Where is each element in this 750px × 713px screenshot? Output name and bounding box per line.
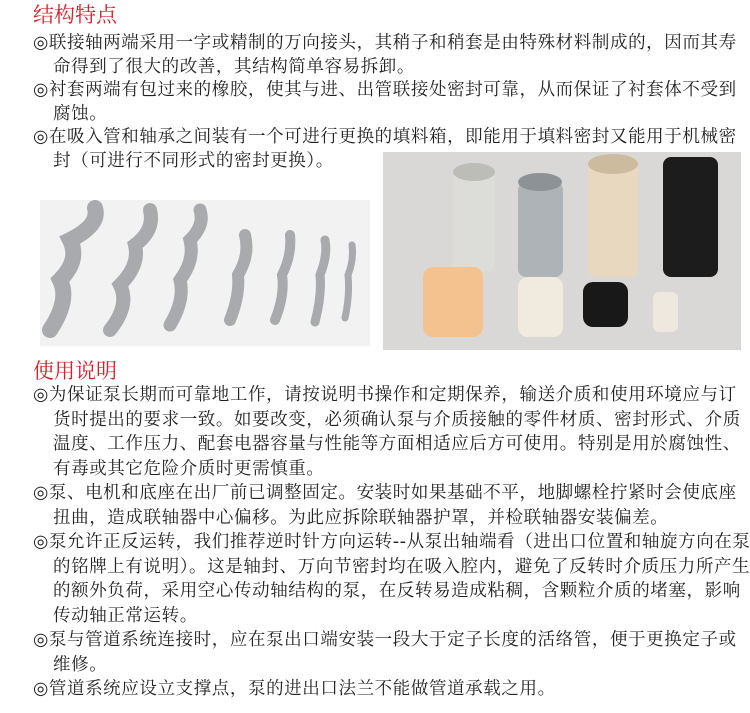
paragraph-line: 扭曲，造成联轴器中心偏移。为此应拆除联轴器护罩，并检联轴器安装偏差。 [53,507,669,528]
paragraph-line: 货时提出的要求一致。如要改变，必须确认泵与介质接触的零件材质、密封形式、介质 [53,409,741,430]
paragraph-line: 封（可进行不同形式的密封更换）。 [53,150,334,171]
paragraph-line: ◎在吸入管和轴承之间装有一个可进行更换的填料箱，即能用于填料密封又能用于机械密 [33,127,737,147]
paragraph-line: 命得到了很大的改善，其结构简单容易拆卸。 [53,56,415,77]
paragraph-line: 有毒或其它危险介质时更需慎重。 [53,458,325,479]
screw-rotors-photo [40,200,370,346]
paragraph-line: 维修。 [53,654,108,675]
paragraph-line: ◎衬套两端有包过来的橡胶，使其与进、出管联接处密封可靠，从而保证了衬套体不受到 [33,80,737,100]
section-title-structure: 结构特点 [33,3,117,27]
section-title-usage: 使用说明 [33,359,117,383]
paragraph-line: 传动轴正常运转。 [53,605,198,626]
paragraph-line: 的额外负荷，采用空心传动轴结构的泵，在反转易造成粘稠，含颗粒介质的堵塞，影响 [53,581,741,601]
paragraph-line: ◎联接轴两端采用一字或精制的万向接头，其稍子和稍套是由特殊材料制成的，因而其寿 [33,33,737,53]
stator-bushings-photo [383,152,741,350]
paragraph-line: ◎泵、电机和底座在出厂前已调整固定。安装时如果基础不平，地脚螺栓拧紧时会使底座 [33,483,737,503]
paragraph-line: 温度、工作压力、配套电器容量与性能等方面相适应后方可使用。特别是用於腐蚀性、 [53,434,741,454]
paragraph-line: 的铭牌上有说明）。这是轴封、万向节密封均在吸入腔内，避免了反转时介质压力所产生 [53,556,750,577]
paragraph-line: ◎泵允许正反运转，我们推荐逆时针方向运转--从泵出轴端看（进出口位置和轴旋方向在泵 [33,532,750,552]
paragraph-line: ◎管道系统应设立支撑点，泵的进出口法兰不能做管道承载之用。 [33,679,556,699]
paragraph-line: ◎泵与管道系统连接时，应在泵出口端安装一段大于定子长度的活络管，便于更换定子或 [33,630,737,650]
paragraph-line: 腐蚀。 [53,103,108,124]
paragraph-line: ◎为保证泵长期而可靠地工作，请按说明书操作和定期保养，输送介质和使用环境应与订 [33,385,737,405]
